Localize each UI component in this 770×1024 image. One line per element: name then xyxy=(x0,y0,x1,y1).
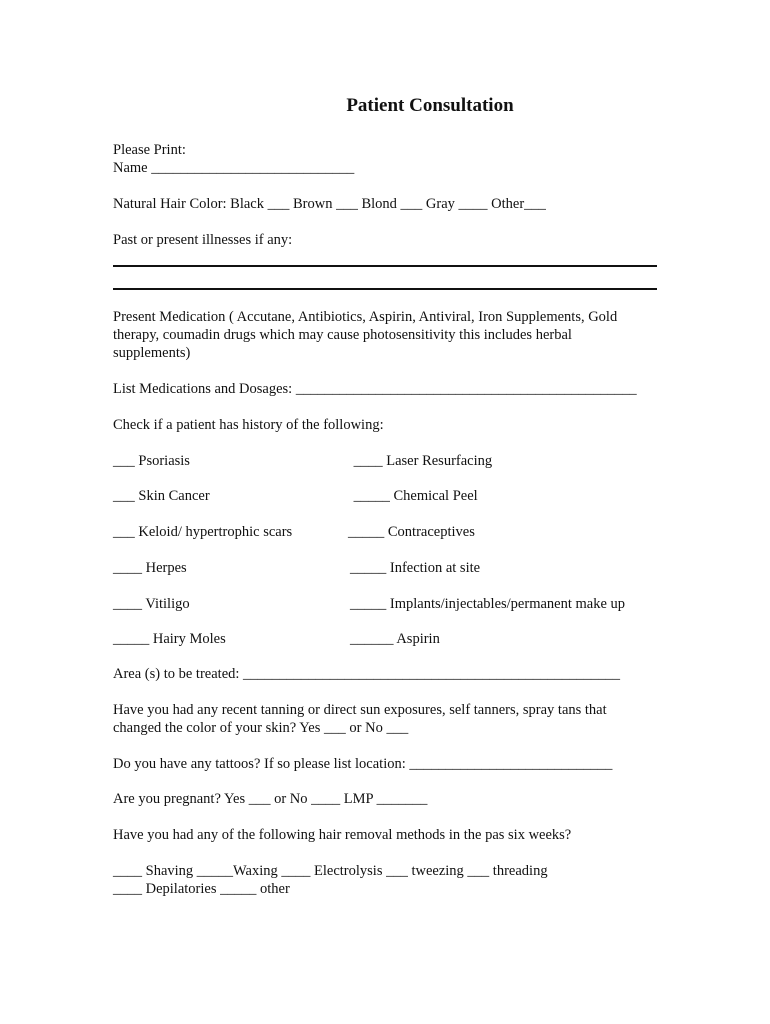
pregnant-field[interactable]: Are you pregnant? Yes ___ or No ____ LMP _______ xyxy=(113,791,428,807)
history-item-infection[interactable]: _____ Infection at site xyxy=(350,560,481,576)
history-item-hairy-moles[interactable]: _____ Hairy Moles xyxy=(113,631,226,647)
tanning-answer-field[interactable]: changed the color of your skin? Yes ___ or No ___ xyxy=(113,720,409,736)
history-item-laser-resurfacing[interactable]: ____ Laser Resurfacing xyxy=(350,453,493,469)
history-item-psoriasis[interactable]: ___ Psoriasis xyxy=(113,453,190,469)
illnesses-label: Past or present illnesses if any: xyxy=(113,232,293,248)
history-item-implants[interactable]: _____ Implants/injectables/permanent make up xyxy=(350,596,626,612)
tattoos-field[interactable]: Do you have any tattoos? If so please list location: ____________________________ xyxy=(113,756,613,772)
tanning-question-line: Have you had any recent tanning or direct sun exposures, self tanners, spray tans that xyxy=(113,702,607,718)
history-item-vitiligo[interactable]: ____ Vitiligo xyxy=(113,596,190,612)
history-item-chemical-peel[interactable]: _____ Chemical Peel xyxy=(350,488,478,504)
history-item-herpes[interactable]: ____ Herpes xyxy=(113,560,187,576)
medication-note-line: Present Medication ( Accutane, Antibiotics, Aspirin, Antiviral, Iron Supplements, Gold xyxy=(113,309,618,325)
hair-removal-options[interactable]: ____ Depilatories _____ other xyxy=(113,881,290,897)
history-item-contraceptives[interactable]: _____ Contraceptives xyxy=(348,524,475,540)
history-item-aspirin[interactable]: ______ Aspirin xyxy=(350,631,440,647)
area-treated-field[interactable]: Area (s) to be treated: ____________________________________________________ xyxy=(113,666,621,682)
hair-removal-question: Have you had any of the following hair removal methods in the pas six weeks? xyxy=(113,827,572,843)
illnesses-line-1[interactable] xyxy=(113,265,657,267)
name-field[interactable]: Name ____________________________ xyxy=(113,160,355,176)
history-label: Check if a patient has history of the following: xyxy=(113,417,384,433)
history-item-skin-cancer[interactable]: ___ Skin Cancer xyxy=(113,488,210,504)
medication-note-line: supplements) xyxy=(113,345,191,361)
medication-note-line: therapy, coumadin drugs which may cause photosensitivity this includes herbal xyxy=(113,327,572,343)
illnesses-line-2[interactable] xyxy=(113,288,657,290)
history-item-keloid[interactable]: ___ Keloid/ hypertrophic scars xyxy=(113,524,293,540)
please-print-label: Please Print: xyxy=(113,142,186,158)
hair-removal-options[interactable]: ____ Shaving _____Waxing ____ Electrolysis ___ tweezing ___ threading xyxy=(113,863,548,879)
hair-color-field[interactable]: Natural Hair Color: Black ___ Brown ___ Blond ___ Gray ____ Other___ xyxy=(113,196,546,212)
medications-dosages-field[interactable]: List Medications and Dosages: _______________________________________________ xyxy=(113,381,637,397)
page-title: Patient Consultation xyxy=(346,95,514,116)
